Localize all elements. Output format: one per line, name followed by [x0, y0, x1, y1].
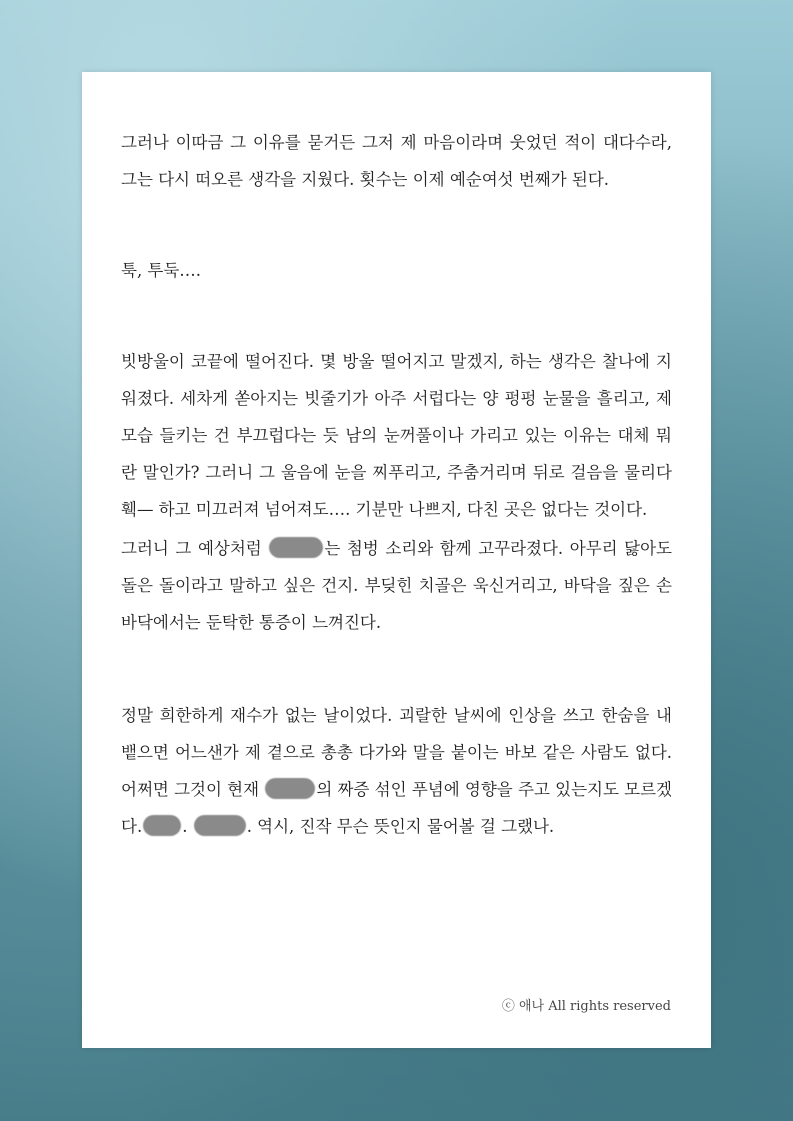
spacer	[121, 641, 672, 697]
redacted-name	[269, 537, 323, 558]
redacted-name	[143, 815, 181, 836]
spacer	[121, 289, 672, 343]
paragraph-5	[121, 697, 672, 845]
text-run: 의 짜증 섞인 푸념에 영향을 주고 있는지도 모르겠다.	[121, 780, 672, 836]
paragraph-3: 빗방울이 코끝에 떨어진다. 몇 방울 떨어지고 말겠지, 하는 생각은 찰나에 지워졌다. 세차게 쏟아지는 빗줄기가 아주 서럽다는 양 펑펑 눈물을 흘리고, 제 모습 들키는 건 부끄럽다는 듯 남의 눈꺼풀이나 가리고 있는 이유는 대체 뭐란 말인가? 그러니 그 울음에 눈을 찌푸리고, 주춤거리며 뒤로 걸음을 물리다 훽— 하고 미끄러져 넘어져도…. 기분만 나쁘지, 다친 곳은 없다는 것이다.	[121, 352, 672, 519]
paragraph-4	[121, 530, 672, 641]
copyright-notice: ⓒ 애나 All rights reserved	[501, 999, 671, 1014]
story-text	[121, 124, 672, 845]
text-run: 는 첨벙 소리와 함께 고꾸라졌다. 아무리 닳아도 돌은 돌이라고 말하고 싶은 건지. 부딪힌 치골은 욱신거리고, 바닥을 짚은 손바닥에서는 둔탁한 통증이 느껴진다.	[121, 539, 672, 632]
redacted-name	[194, 815, 246, 836]
paragraph-1: 그러나 이따금 그 이유를 묻거든 그저 제 마음이라며 웃었던 적이 대다수라, 그는 다시 떠오른 생각을 지웠다. 횟수는 이제 예순여섯 번째가 된다.	[121, 133, 672, 189]
spacer	[121, 198, 672, 252]
text-run: .	[182, 817, 193, 836]
document-page	[82, 72, 711, 1048]
text-run: 그러니 그 예상처럼	[121, 539, 269, 558]
text-run: 정말 희한하게 재수가 없는 날이었다. 괴랄한 날씨에 인상을 쓰고 한숨을 내뱉으면 어느샌가 제 곁으로 총총 다가와 말을 붙이는 바보 같은 사람도 없다. 어쩌면 그것이 현재	[121, 706, 672, 799]
redacted-name	[265, 778, 315, 799]
text-run: . 역시, 진작 무슨 뜻인지 물어볼 걸 그랬나.	[246, 817, 555, 836]
paragraph-2: 툭, 투둑….	[121, 261, 202, 280]
